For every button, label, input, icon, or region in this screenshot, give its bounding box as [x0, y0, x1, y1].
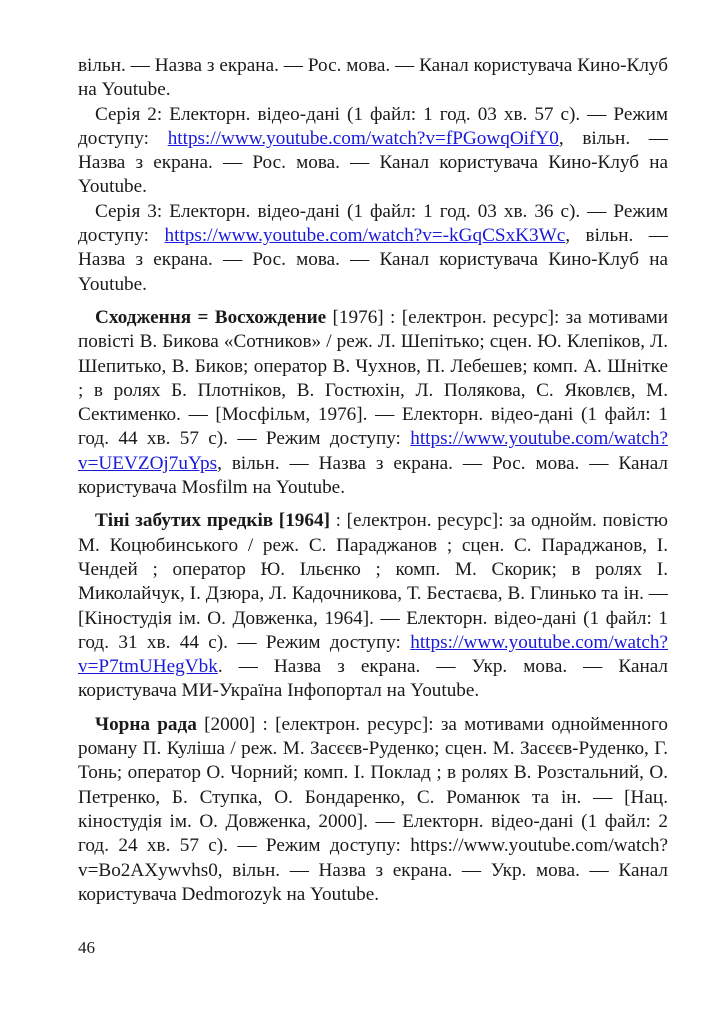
entry-text: , вільн. — Назва з екрана. — Рос. мова. — Канал користувача Кино-Клуб на Youtube. [78, 225, 668, 295]
document-body [78, 54, 668, 907]
entry-title: Тіні забутих предків [1964] [95, 510, 330, 532]
page-number: 46 [78, 938, 95, 957]
bibliography-entry-series-3 [78, 200, 668, 297]
bibliography-entry-continuation [78, 54, 668, 103]
youtube-link[interactable]: https://www.youtube.com/watch?v=-kGqCSxK3Wc [164, 225, 566, 247]
entry-text: [2000] : [електрон. ресурс]: за мотивами однойменного роману П. Куліша / реж. М. Засєєв-Руденко; сцен. М. Засєєв-Руденко, Г. Тонь; оператор О. Чорний; комп. І. Поклад ; в ролях В. Розстальний, О. Петренко, Б. Ступка, О. Бондаренко, С. Романюк та ін. — [Нац. кіностудія ім. О. Довженка, 2000]. — Електорн. відео-дані (1 файл: 2 год. 24 хв. 57 с). — Режим доступу: https://www.youtube.com/watch?v=Bo2AXywvhs0, вільн. — Назва з екрана. — Укр. мова. — Канал користувача Dedmorozyk на Youtube. [78, 713, 669, 905]
entry-text: [1976] : [електрон. ресурс]: за мотивами повісті В. Бикова «Сотников» / реж. Л. Шепітько; сцен. Ю. Клепіков, Л. Шепитько, В. Биков; оператор В. Чухнов, П. Лебешев; комп. А. Шнітке ; в ролях Б. Плотніков, В. Гостюхін, Л. Полякова, С. Яковлєв, М. Сектименко. — [Мосфільм, 1976]. — Електорн. відео-дані (1 файл: 1 год. 44 хв. 57 с). — Режим доступу: [78, 306, 668, 450]
bibliography-entry-series-2 [78, 103, 668, 200]
youtube-link[interactable]: https://www.youtube.com/watch?v=fPGowqOifY0 [167, 127, 559, 149]
entry-text: : [електрон. ресурс]: за однойм. повістю М. Коцюбинського / реж. С. Параджанов ; сцен. С. Параджанов, І. Чендей ; оператор Ю. Ільєнко ; комп. М. Скорик; в ролях І. Миколайчук, І. Дзюра, Л. Кадочникова, Т. Бестаєва, В. Глинько та ін. — [Кіностудія ім. О. Довженка, 1964]. — Електорн. відео-дані (1 файл: 1 год. 31 хв. 44 с). — Режим доступу: [78, 510, 668, 653]
youtube-link[interactable]: https://www.youtube.com/watch?v=P7tmUHegVbk [78, 631, 668, 678]
entry-title: Чорна рада [95, 713, 197, 735]
entry-text: Серія 3: Електорн. відео-дані (1 файл: 1 год. 03 хв. 36 с). — Режим доступу: [78, 200, 668, 247]
entry-text: . — Назва з екрана. — Укр. мова. — Канал користувача МИ-Україна Інфопортал на Youtube. [78, 656, 668, 702]
entry-text: , вільн. — Назва з екрана. — Рос. мова. — Канал користувача Кино-Клуб на Youtube. [78, 127, 668, 198]
entry-text: , вільн. — Назва з екрана. — Рос. мова. — Канал користувача Mosfilm на Youtube. [78, 452, 668, 499]
entry-text: Серія 2: Електорн. відео-дані (1 файл: 1 год. 03 хв. 57 с). — Режим доступу: [78, 103, 668, 149]
entry-text: вільн. — Назва з екрана. — Рос. мова. — Канал користувача Кино-Клуб на Youtube. [78, 55, 668, 101]
youtube-link[interactable]: https://www.youtube.com/watch?v=UEVZOj7uYps [78, 428, 668, 474]
bibliography-entry-skhodzhennia [78, 306, 668, 500]
bibliography-entry-chorna-rada [78, 713, 668, 907]
entry-title: Сходження = Восхождение [95, 306, 327, 328]
bibliography-entry-tini-zabutykh-predkiv [78, 509, 668, 703]
